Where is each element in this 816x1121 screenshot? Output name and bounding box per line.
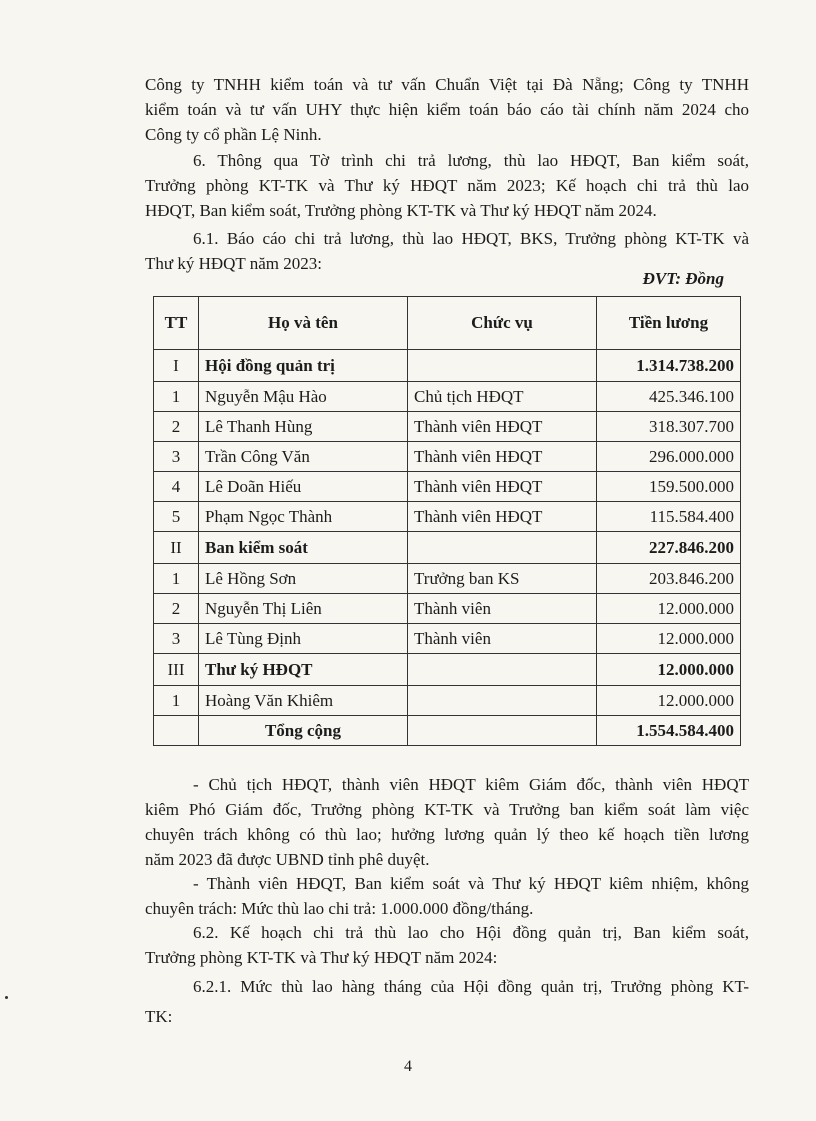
table-total-row xyxy=(154,716,741,746)
section-6-paragraph xyxy=(145,148,749,223)
cell-position: Trưởng ban KS xyxy=(408,564,597,594)
cell-position xyxy=(408,532,597,564)
cell-tt: 1 xyxy=(154,686,199,716)
scan-speck xyxy=(5,996,8,999)
cell-tt: 5 xyxy=(154,502,199,532)
text-line: chuyên trách: Mức thù lao chi trả: 1.000.000 đồng/tháng. xyxy=(145,899,534,918)
text-line: - Thành viên HĐQT, Ban kiểm soát và Thư ký HĐQT kiêm nhiệm, không xyxy=(193,874,749,893)
text-line: chuyên trách không có thù lao; hưởng lương quản lý theo kế hoạch tiền lương xyxy=(145,825,749,844)
cell-salary: 115.584.400 xyxy=(597,502,741,532)
cell-name: Lê Hồng Sơn xyxy=(199,564,408,594)
cell-position xyxy=(408,654,597,686)
cell-position: Thành viên xyxy=(408,594,597,624)
cell-name: Lê Doãn Hiếu xyxy=(199,472,408,502)
cell-name: Tổng cộng xyxy=(199,716,408,746)
text-line: TK: xyxy=(145,1007,173,1026)
intro-paragraph xyxy=(145,72,749,147)
cell-name: Lê Tùng Định xyxy=(199,624,408,654)
cell-salary: 12.000.000 xyxy=(597,594,741,624)
cell-salary: 227.846.200 xyxy=(597,532,741,564)
cell-salary: 318.307.700 xyxy=(597,412,741,442)
cell-tt: 3 xyxy=(154,442,199,472)
cell-position: Thành viên HĐQT xyxy=(408,412,597,442)
cell-name: Ban kiểm soát xyxy=(199,532,408,564)
cell-tt: III xyxy=(154,654,199,686)
table-group-row xyxy=(154,350,741,382)
cell-position: Thành viên HĐQT xyxy=(408,502,597,532)
cell-tt: I xyxy=(154,350,199,382)
table-row xyxy=(154,564,741,594)
cell-position: Thành viên HĐQT xyxy=(408,472,597,502)
cell-name: Nguyễn Thị Liên xyxy=(199,594,408,624)
section-6-2-1-paragraph xyxy=(145,972,749,1032)
table-row xyxy=(154,502,741,532)
page-number: 4 xyxy=(404,1058,412,1075)
cell-position xyxy=(408,716,597,746)
cell-salary: 425.346.100 xyxy=(597,382,741,412)
text-line: Thư ký HĐQT năm 2023: xyxy=(145,254,322,273)
table-header-row xyxy=(154,297,741,350)
cell-tt: 1 xyxy=(154,382,199,412)
text-line: Công ty TNHH kiểm toán và tư vấn Chuẩn Việt tại Đà Nẵng; Công ty TNHH xyxy=(145,75,749,94)
header-tt: TT xyxy=(154,297,199,350)
salary-table xyxy=(153,296,741,746)
text-line: kiêm Phó Giám đốc, Trưởng phòng KT-TK và Trưởng ban kiểm soát làm việc xyxy=(145,800,749,819)
cell-tt: 3 xyxy=(154,624,199,654)
cell-position: Thành viên xyxy=(408,624,597,654)
text-line: - Chủ tịch HĐQT, thành viên HĐQT kiêm Giám đốc, thành viên HĐQT xyxy=(193,775,749,794)
header-name: Họ và tên xyxy=(199,297,408,350)
cell-salary: 203.846.200 xyxy=(597,564,741,594)
cell-name: Hội đồng quản trị xyxy=(199,350,408,382)
note-1-paragraph xyxy=(145,772,749,872)
table-group-row xyxy=(154,654,741,686)
cell-name: Trần Công Văn xyxy=(199,442,408,472)
cell-salary: 12.000.000 xyxy=(597,624,741,654)
table-row xyxy=(154,472,741,502)
cell-position xyxy=(408,686,597,716)
cell-name: Nguyễn Mậu Hào xyxy=(199,382,408,412)
text-line: HĐQT, Ban kiểm soát, Trưởng phòng KT-TK và Thư ký HĐQT năm 2024. xyxy=(145,201,657,220)
text-line: Trưởng phòng KT-TK và Thư ký HĐQT năm 2023; Kế hoạch chi trả thù lao xyxy=(145,176,749,195)
cell-name: Lê Thanh Hùng xyxy=(199,412,408,442)
cell-name: Phạm Ngọc Thành xyxy=(199,502,408,532)
cell-tt: 1 xyxy=(154,564,199,594)
header-salary: Tiền lương xyxy=(597,297,741,350)
cell-salary: 12.000.000 xyxy=(597,654,741,686)
text-line: năm 2023 đã được UBND tỉnh phê duyệt. xyxy=(145,850,430,869)
cell-salary: 1.554.584.400 xyxy=(597,716,741,746)
text-line: 6.1. Báo cáo chi trả lương, thù lao HĐQT, BKS, Trưởng phòng KT-TK và xyxy=(193,229,749,248)
cell-tt: 4 xyxy=(154,472,199,502)
cell-position xyxy=(408,350,597,382)
table-row xyxy=(154,442,741,472)
text-line: Trưởng phòng KT-TK và Thư ký HĐQT năm 2024: xyxy=(145,948,498,967)
table-group-row xyxy=(154,532,741,564)
cell-salary: 159.500.000 xyxy=(597,472,741,502)
table-row xyxy=(154,412,741,442)
note-2-paragraph xyxy=(145,871,749,921)
table-row xyxy=(154,624,741,654)
cell-position: Thành viên HĐQT xyxy=(408,442,597,472)
text-line: 6. Thông qua Tờ trình chi trả lương, thù lao HĐQT, Ban kiểm soát, xyxy=(193,151,749,170)
header-position: Chức vụ xyxy=(408,297,597,350)
text-line: 6.2.1. Mức thù lao hàng tháng của Hội đồng quản trị, Trưởng phòng KT- xyxy=(193,977,749,996)
text-line: 6.2. Kế hoạch chi trả thù lao cho Hội đồng quản trị, Ban kiểm soát, xyxy=(193,923,749,942)
cell-tt xyxy=(154,716,199,746)
cell-salary: 1.314.738.200 xyxy=(597,350,741,382)
cell-name: Hoàng Văn Khiêm xyxy=(199,686,408,716)
table-row xyxy=(154,686,741,716)
table-row xyxy=(154,594,741,624)
cell-position: Chủ tịch HĐQT xyxy=(408,382,597,412)
text-line: kiểm toán và tư vấn UHY thực hiện kiểm toán báo cáo tài chính năm 2024 cho xyxy=(145,100,749,119)
text-line: Công ty cổ phần Lệ Ninh. xyxy=(145,125,322,144)
section-6-2-paragraph xyxy=(145,920,749,970)
cell-tt: 2 xyxy=(154,594,199,624)
table-body xyxy=(154,350,741,746)
cell-tt: 2 xyxy=(154,412,199,442)
cell-tt: II xyxy=(154,532,199,564)
currency-unit-label: ĐVT: Đồng xyxy=(642,269,724,288)
cell-salary: 12.000.000 xyxy=(597,686,741,716)
table-row xyxy=(154,382,741,412)
cell-name: Thư ký HĐQT xyxy=(199,654,408,686)
cell-salary: 296.000.000 xyxy=(597,442,741,472)
